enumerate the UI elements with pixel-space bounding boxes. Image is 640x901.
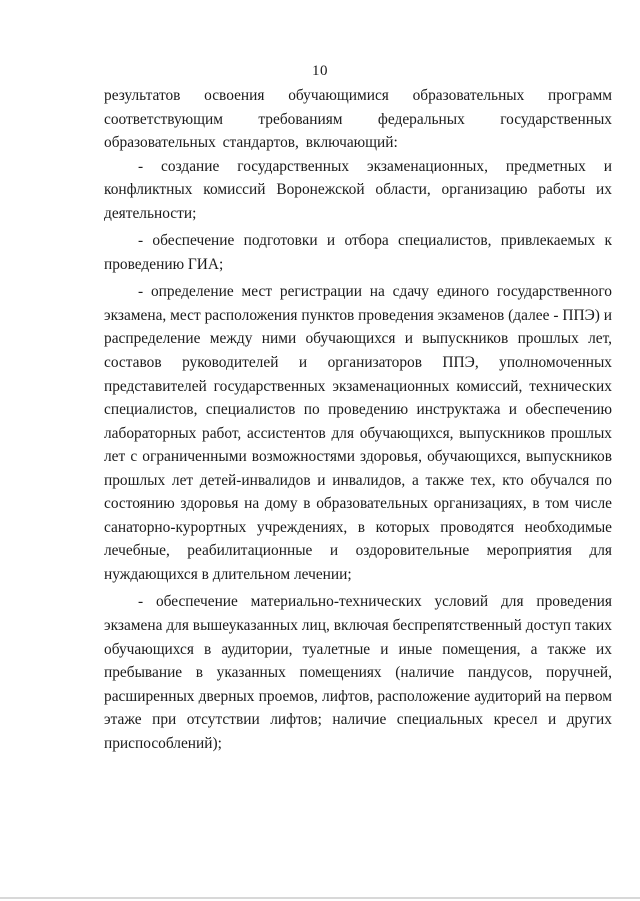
page-number: 10	[312, 63, 328, 79]
paragraph-material-conditions: - обеспечение материально-технических условий для проведения экзамена для вышеуказанных лиц, включая беспрепятственный доступ таких обучающихся в аудитории, туалетные и иные помещения, а также их пребывание в указанных помещениях (наличие пандусов, поручней, расширенных дверных проемов, лифтов, расположение аудиторий на первом этаже при отсутствии лифтов; наличие специальных кресел и других приспособлений);	[104, 593, 612, 752]
paragraph-commissions: - создание государственных экзаменационных, предметных и конфликтных комиссий Воронежской области, организацию работы их деятельности;	[104, 157, 612, 222]
paragraph-registration-locations: - определение мест регистрации на сдачу единого государственного экзамена, мест расположения пунктов проведения экзаменов (далее - ППЭ) и распределение между ними обучающихся и выпускников прошлых лет, составов руководителей и организаторов ППЭ, уполномоченных представителей государственных экзаменационных комиссий, технических специалистов, специалистов по проведению инструктажа и обеспечению лабораторных работ, ассистентов для обучающихся, выпускников прошлых лет с ограниченными возможностями здоровья, обучающихся, выпускников прошлых лет детей-инвалидов и инвалидов, а также тех, кто обучался по состоянию здоровья на дому в образовательных организациях, в том числе санаторно-курортных учреждениях, в которых проводятся необходимые лечебные, реабилитационные и оздоровительные мероприятия для нуждающихся в длительном лечении;	[104, 283, 612, 583]
paragraph-continuation: результатов освоения обучающимися образовательных программ соответствующим требованиям федеральных государственных образовательных стандартов, включающий:	[104, 87, 612, 152]
document-body	[104, 84, 612, 755]
paragraph-specialists: - обеспечение подготовки и отбора специалистов, привлекаемых к проведению ГИА;	[104, 232, 612, 273]
page-bottom-edge	[0, 897, 640, 899]
